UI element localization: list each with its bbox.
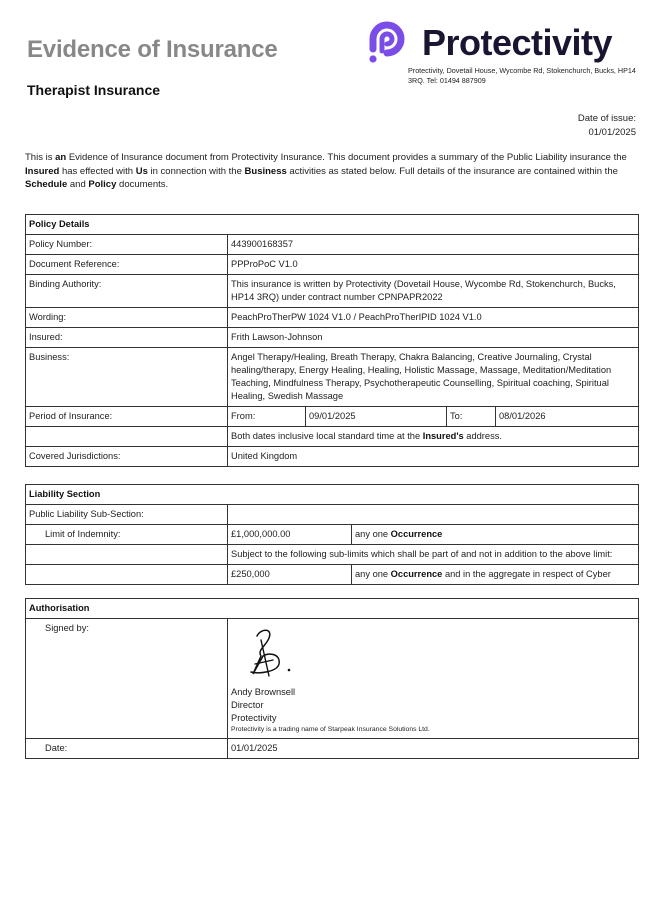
table-row (26, 505, 639, 525)
subsection-label: Public Liability Sub-Section: (26, 505, 228, 525)
table-row (26, 255, 639, 275)
binding-authority-value: This insurance is written by Protectivity (Dovetail House, Wycombe Rd, Stokenchurch, Bucks, HP14 3RQ) under contract number CPNPAPR2022 (228, 275, 639, 308)
table-row (26, 215, 639, 235)
sublimit-basis-text: any one (355, 569, 391, 579)
authorisation-table (25, 598, 639, 759)
table-row (26, 619, 639, 739)
business-value: Angel Therapy/Healing, Breath Therapy, Chakra Balancing, Creative Journaling, Crystal healing/therapy, Energy Healing, Healing, Holistic Massage, Massage, Meditation/Meditation Teaching, Mindfulness Therapy, Psychotherapeutic Counselling, Spiritual coaching, Spiritual Healing, Swedish Massage (228, 348, 639, 407)
intro-bold: Schedule (25, 179, 68, 190)
sublimit-note: Subject to the following sub-limits which shall be part of and not in addition to the above limit: (228, 545, 639, 565)
limit-label: Limit of Indemnity: (26, 525, 228, 545)
authorisation-heading: Authorisation (26, 599, 639, 619)
limit-basis-text: any one (355, 529, 391, 539)
table-row (26, 485, 639, 505)
policy-details-table (25, 214, 639, 467)
date-of-issue-label: Date of issue: (577, 113, 636, 124)
wording-value: PeachProTherPW 1024 V1.0 / PeachProTherIPID 1024 V1.0 (228, 308, 639, 328)
policy-number-value: 443900168357 (228, 235, 639, 255)
table-row (26, 328, 639, 348)
table-row (26, 447, 639, 467)
intro-text: activities as stated below. Full details of the insurance are contained within the (286, 165, 618, 177)
intro-text: in connection with the (147, 165, 245, 177)
business-label: Business: (26, 348, 228, 407)
intro-paragraph (25, 151, 640, 192)
intro-text: Evidence of Insurance document from Protectivity Insurance. This document provides a summary of the Public Liability insurance the (66, 152, 627, 163)
signatory-name: Andy Brownsell (231, 687, 296, 697)
limit-basis (352, 525, 639, 545)
document-reference-value: PPProPoC V1.0 (228, 255, 639, 275)
intro-text: and (67, 179, 89, 190)
date-label: Date: (26, 739, 228, 759)
period-note (228, 427, 639, 447)
intro-text: documents. (116, 179, 169, 190)
intro-bold: Policy (88, 179, 117, 190)
binding-authority-label: Binding Authority: (26, 275, 228, 308)
empty-cell (228, 505, 639, 525)
sublimit-basis-text: and in the aggregate in respect of Cyber (442, 569, 611, 579)
sublimit-value: £250,000 (228, 565, 352, 585)
intro-text: This is (25, 152, 56, 163)
signatory-company: Protectivity (231, 713, 277, 723)
signature-block (228, 619, 639, 739)
table-row (26, 235, 639, 255)
period-note-text: Both dates inclusive local standard time at the (231, 431, 423, 441)
liability-heading: Liability Section (26, 485, 639, 505)
table-row (26, 739, 639, 759)
table-row (26, 565, 639, 585)
protectivity-logo (364, 19, 644, 69)
intro-bold: an (55, 152, 67, 163)
empty-cell (26, 565, 228, 585)
wording-label: Wording: (26, 308, 228, 328)
intro-bold: Us (135, 165, 148, 177)
insured-value: Frith Lawson-Johnson (228, 328, 639, 348)
table-row (26, 348, 639, 407)
empty-cell (26, 427, 228, 447)
intro-text: has effected with (59, 165, 136, 177)
date-of-issue (578, 112, 636, 140)
jurisdictions-label: Covered Jurisdictions: (26, 447, 228, 467)
brand-name: Protectivity (422, 22, 613, 63)
table-row (26, 525, 639, 545)
empty-cell (26, 545, 228, 565)
date-of-issue-value: 01/01/2025 (588, 127, 636, 138)
intro-bold: Insured (25, 165, 60, 177)
liability-table (25, 484, 639, 585)
signed-by-label: Signed by: (26, 619, 228, 739)
document-reference-label: Document Reference: (26, 255, 228, 275)
table-row (26, 308, 639, 328)
table-row (26, 275, 639, 308)
table-row (26, 407, 639, 427)
protectivity-logo-icon (364, 19, 410, 65)
jurisdictions-value: United Kingdom (228, 447, 639, 467)
table-row (26, 599, 639, 619)
signatory-title: Director (231, 700, 264, 710)
table-row (26, 545, 639, 565)
from-date: 09/01/2025 (306, 407, 447, 427)
intro-bold: Business (244, 165, 287, 177)
trading-name-note: Protectivity is a trading name of Starpeak Insurance Solutions Ltd. (231, 726, 430, 733)
document-subtitle: Therapist Insurance (27, 82, 161, 98)
period-note-text: address. (463, 431, 502, 441)
sublimit-basis (352, 565, 639, 585)
sublimit-basis-bold: Occurrence (390, 569, 443, 579)
insured-label: Insured: (26, 328, 228, 348)
policy-details-heading: Policy Details (26, 215, 639, 235)
date-value: 01/01/2025 (228, 739, 639, 759)
period-note-bold: Insured's (422, 431, 464, 441)
to-date: 08/01/2026 (496, 407, 639, 427)
limit-basis-bold: Occurrence (390, 529, 443, 539)
table-row (26, 427, 639, 447)
from-label: From: (228, 407, 306, 427)
policy-number-label: Policy Number: (26, 235, 228, 255)
document-title: Evidence of Insurance (27, 36, 278, 63)
period-label: Period of Insurance: (26, 407, 228, 427)
to-label: To: (447, 407, 496, 427)
limit-value: £1,000,000.00 (228, 525, 352, 545)
signature-image (239, 626, 309, 682)
brand-address: Protectivity, Dovetail House, Wycombe Rd, Stokenchurch, Bucks, HP14 3RQ. Tel: 01494 887909 (408, 66, 636, 85)
